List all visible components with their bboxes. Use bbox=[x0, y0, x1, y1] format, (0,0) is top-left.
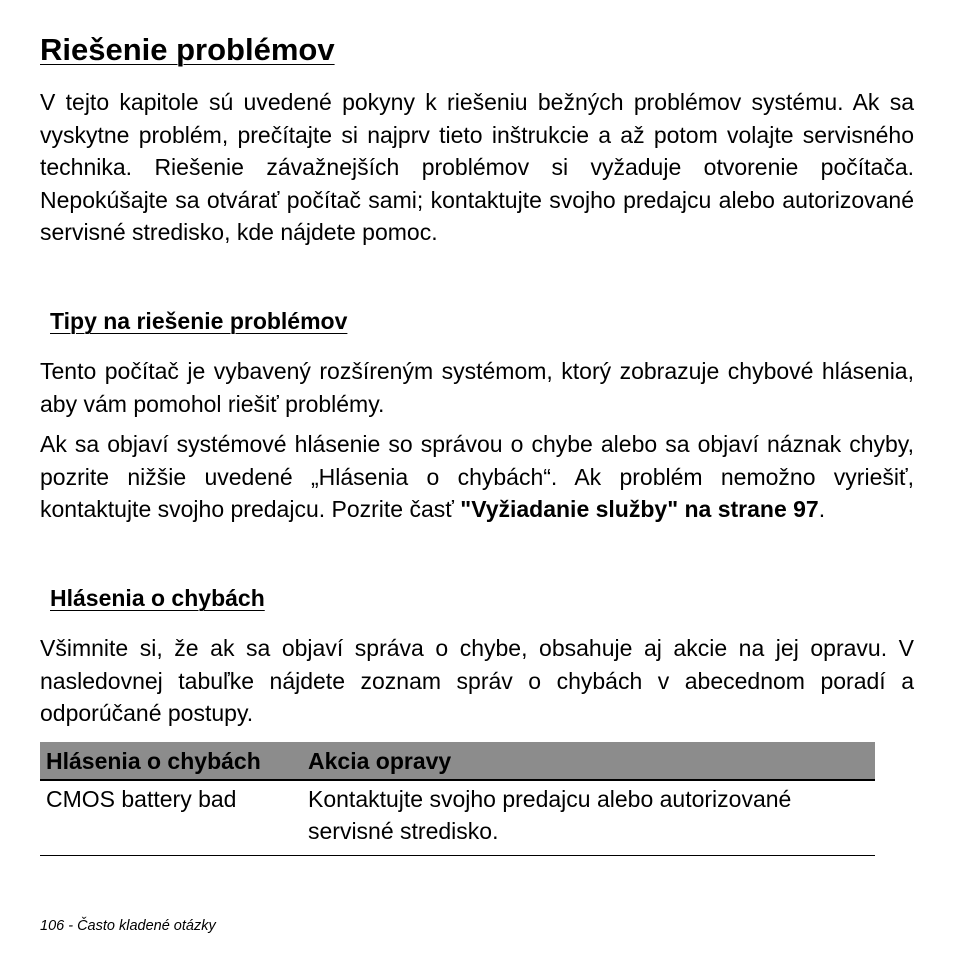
table-row bbox=[40, 780, 875, 856]
tips-paragraph-1: Tento počítač je vybavený rozšíreným systémom, ktorý zobrazuje chybové hlásenia, aby vám pomohol riešiť problémy. bbox=[40, 358, 914, 417]
section-heading-errors: Hlásenia o chybách bbox=[50, 585, 265, 611]
cross-reference-link[interactable]: "Vyžiadanie služby" na strane 97 bbox=[460, 496, 819, 523]
tips-paragraph-2 bbox=[40, 428, 914, 526]
section-heading-tips: Tipy na riešenie problémov bbox=[50, 308, 348, 334]
errors-paragraph: Všimnite si, že ak sa objaví správa o chybe, obsahuje aj akcie na jej opravu. V nasledovnej tabuľke nájdete zoznam správ o chybách v abecednom poradí a odporúčané postupy. bbox=[40, 635, 914, 727]
table-header-row bbox=[40, 742, 875, 780]
table-header-action: Akcia opravy bbox=[302, 742, 875, 780]
tips-paragraph-2-text: Ak sa objaví systémové hlásenie so správou o chybe alebo sa objaví náznak chyby, pozrite nižšie uvedené „Hlásenia o chybách“. Ak problém nemožno vyriešiť, kontaktujte svojho predajcu. Pozrite časť bbox=[40, 431, 914, 523]
table-cell-action: Kontaktujte svojho predajcu alebo autorizované servisné stredisko. bbox=[302, 780, 875, 856]
page-footer: 106 - Často kladené otázky bbox=[40, 918, 216, 934]
table-header-messages: Hlásenia o chybách bbox=[40, 742, 302, 780]
table-cell-message: CMOS battery bad bbox=[40, 780, 302, 856]
intro-paragraph: V tejto kapitole sú uvedené pokyny k riešeniu bežných problémov systému. Ak sa vyskytne problém, prečítajte si najprv tieto inštrukcie a až potom volajte servisného technika. Riešenie závažnejších problémov si vyžaduje otvorenie počítača. Nepokúšajte sa otvárať počítač sami; kontaktujte svojho predajcu alebo autorizované servisné stredisko, kde nájdete pomoc. bbox=[40, 89, 914, 246]
tips-paragraph-2-end: . bbox=[818, 496, 826, 523]
error-messages-table bbox=[40, 742, 875, 856]
page-title: Riešenie problémov bbox=[40, 32, 335, 67]
